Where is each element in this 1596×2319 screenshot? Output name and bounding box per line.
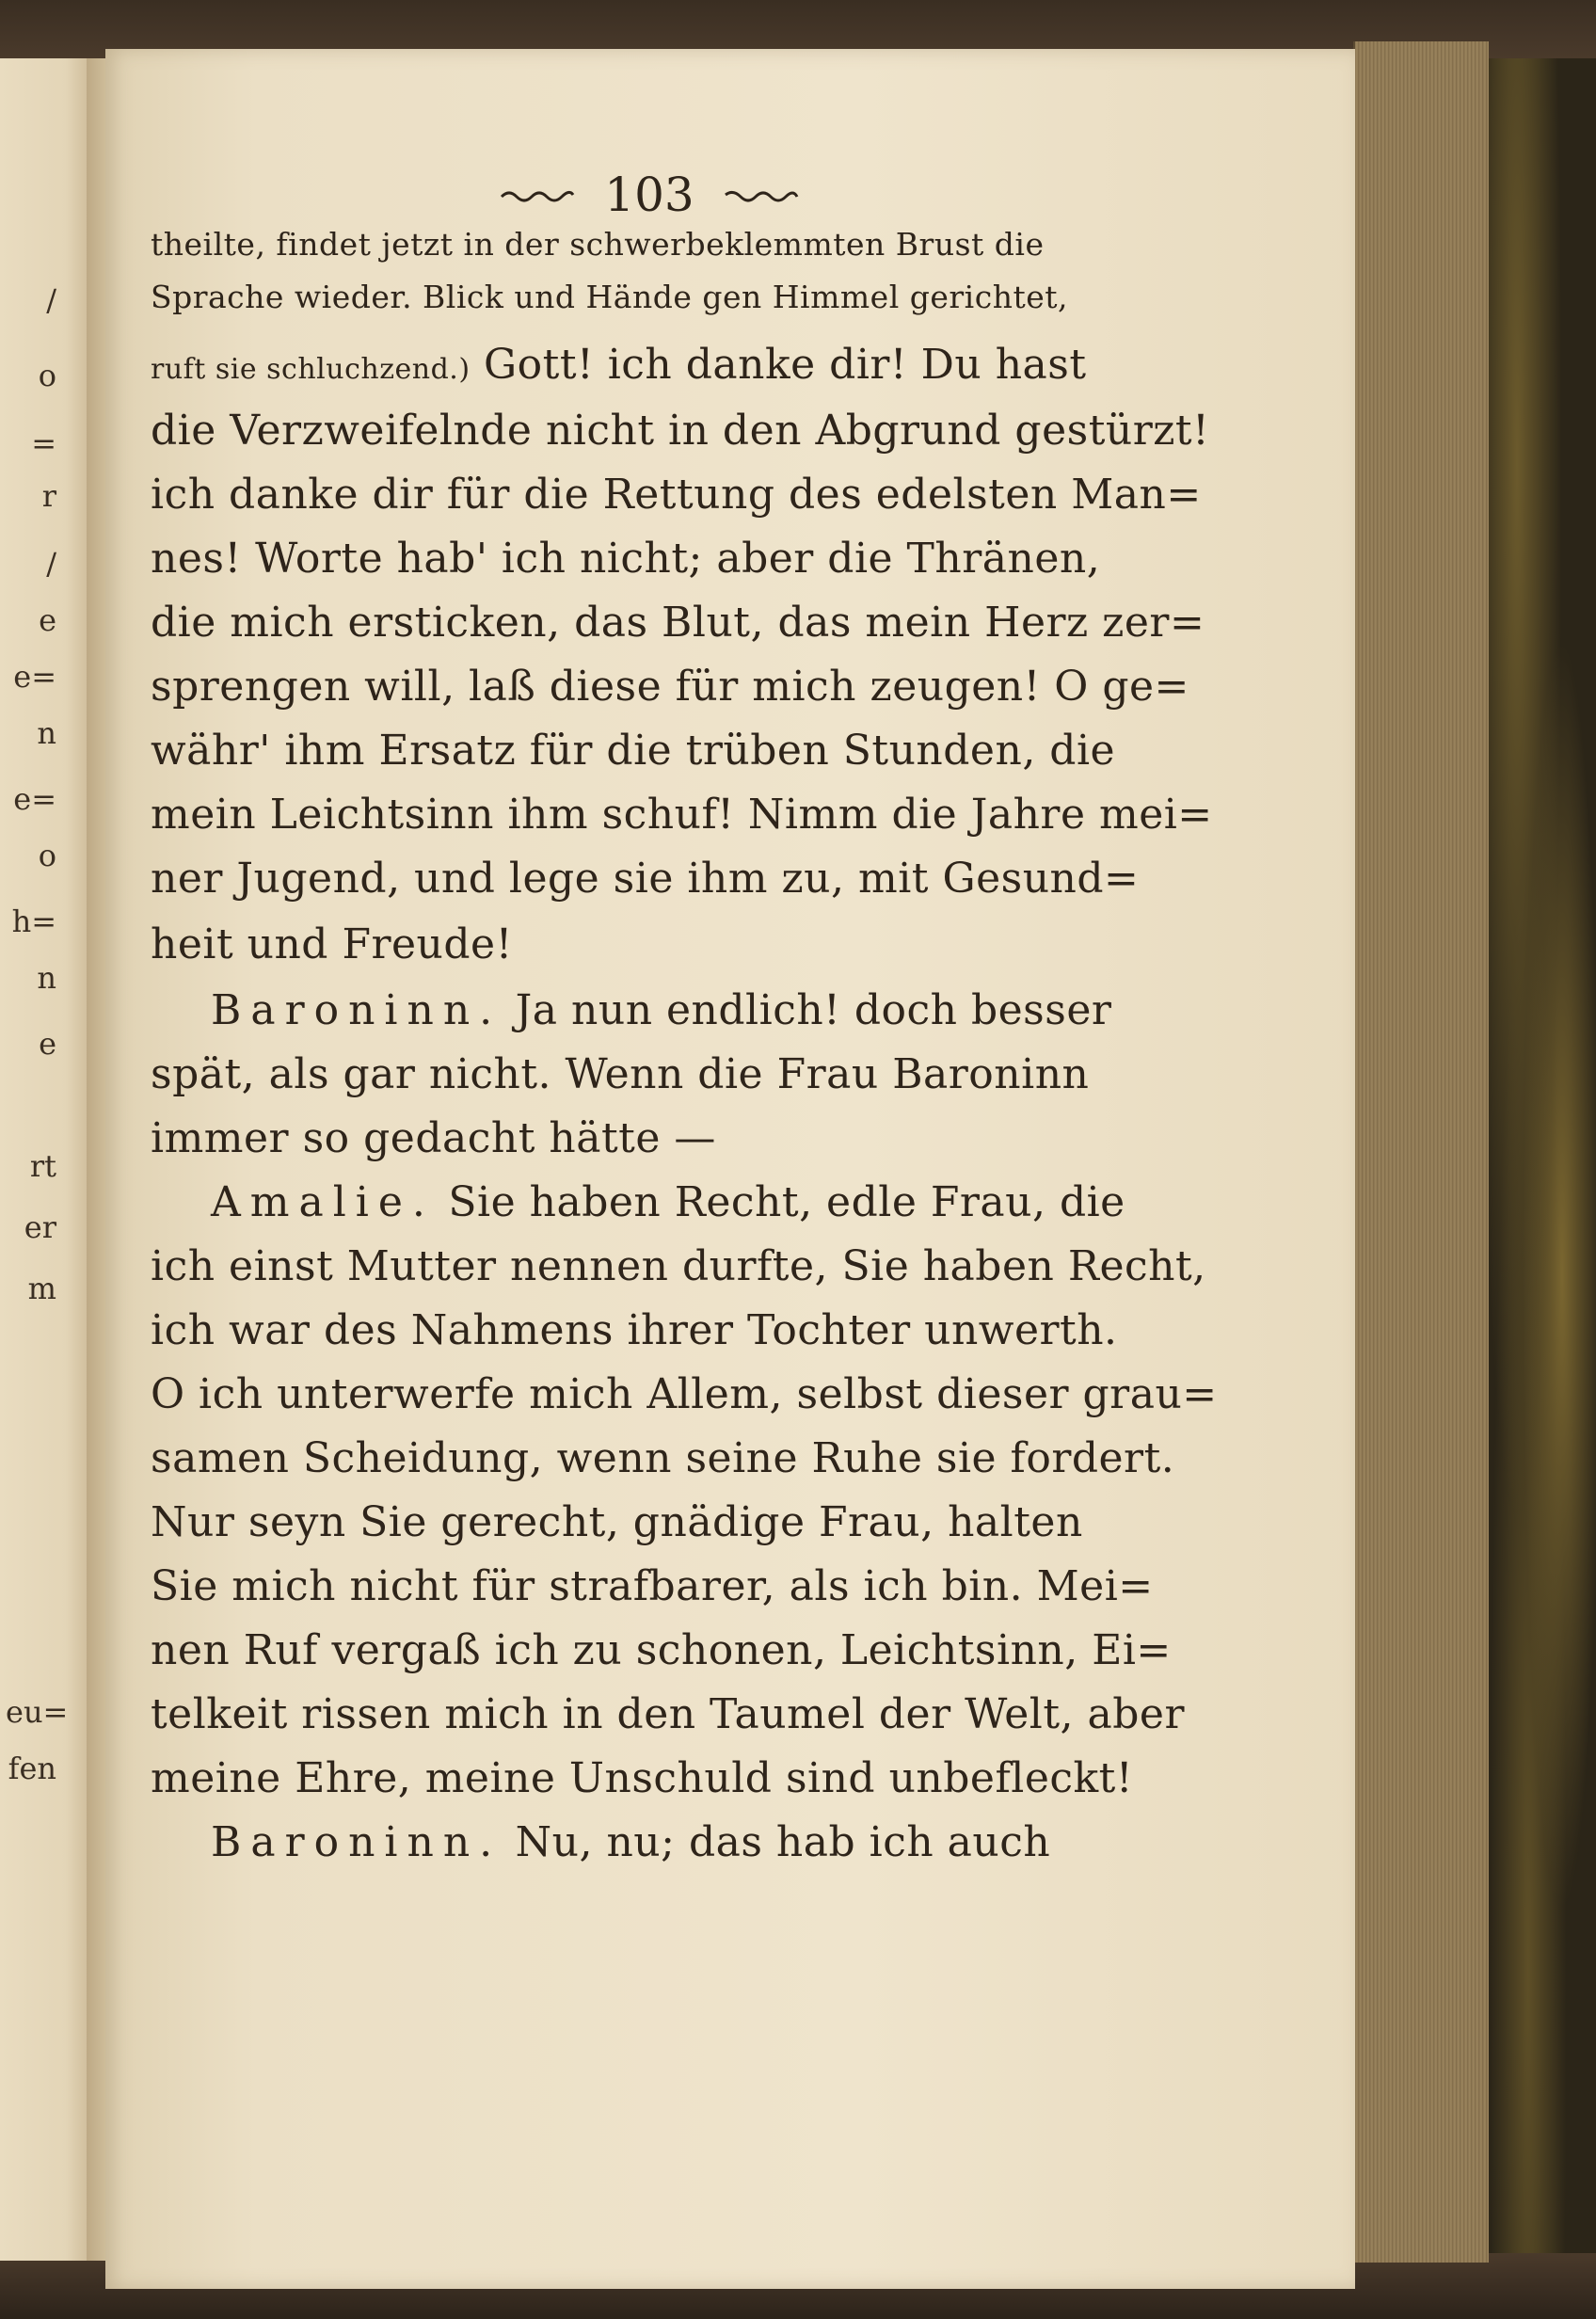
header-ornament-left — [500, 187, 575, 202]
text-line: O ich unterwerfe mich Allem, selbst dieser grau= — [151, 1370, 1218, 1418]
left-margin-fragment: fen — [8, 1751, 56, 1786]
text-line: spät, als gar nicht. Wenn die Frau Baroninn — [151, 1050, 1090, 1098]
text-line: telkeit rissen mich in den Taumel der Welt, aber — [151, 1690, 1185, 1738]
text-line — [151, 986, 1246, 1034]
text-line: die Verzweifelnde nicht in den Abgrund gestürzt! — [151, 407, 1210, 455]
text-line: währ' ihm Ersatz für die trüben Stunden, die — [151, 727, 1116, 775]
left-margin-fragment: n — [37, 715, 56, 751]
left-margin-fragment: / — [46, 282, 56, 318]
left-page-cut-text — [0, 58, 69, 2261]
page-header — [452, 168, 847, 233]
text-line: meine Ehre, meine Unschuld sind unbefleckt! — [151, 1754, 1134, 1802]
left-margin-fragment: m — [27, 1271, 56, 1306]
text-line — [151, 1818, 1246, 1866]
text-line — [151, 341, 1186, 389]
text-line: Sie mich nicht für strafbarer, als ich bin. Mei= — [151, 1562, 1154, 1610]
stage-direction-end: ruft sie schluchzend.) — [151, 353, 471, 386]
speaker-name: Baroninn. — [211, 1818, 503, 1866]
text-line: die mich ersticken, das Blut, das mein Herz zer= — [151, 599, 1205, 647]
speaker-name: Amalie. — [211, 1178, 435, 1226]
text-line: sprengen will, laß diese für mich zeugen! O ge= — [151, 663, 1189, 711]
text-line: Sprache wieder. Blick und Hände gen Himmel gerichtet, — [151, 279, 1068, 315]
dialogue-text: Gott! ich danke dir! Du hast — [470, 341, 1087, 389]
left-margin-fragment: eu= — [6, 1694, 69, 1730]
left-margin-fragment: rt — [29, 1148, 56, 1184]
marbled-cover — [1483, 0, 1596, 2319]
left-margin-fragment: r — [41, 478, 56, 514]
left-margin-fragment: o — [38, 358, 56, 393]
text-line: mein Leichtsinn ihm schuf! Nimm die Jahre mei= — [151, 791, 1213, 839]
text-line: immer so gedacht hätte — — [151, 1114, 716, 1162]
page-number: 103 — [604, 168, 694, 222]
text-line: ich war des Nahmens ihrer Tochter unwerth. — [151, 1306, 1118, 1354]
dialogue-text: Nu, nu; das hab ich auch — [502, 1818, 1051, 1866]
page-fore-edge — [1353, 41, 1489, 2263]
left-margin-fragment: h= — [11, 904, 56, 939]
left-margin-fragment: e — [39, 602, 56, 638]
text-line — [151, 1178, 1246, 1226]
text-line: ich einst Mutter nennen durfte, Sie haben Recht, — [151, 1242, 1206, 1290]
text-line: ich danke dir für die Rettung des edelsten Man= — [151, 471, 1202, 519]
speaker-name: Baroninn. — [211, 986, 503, 1034]
left-margin-fragment: o — [38, 838, 56, 873]
left-margin-fragment: e= — [13, 659, 56, 695]
dialogue-text: Ja nun endlich! doch besser — [502, 986, 1112, 1034]
text-line: nes! Worte hab' ich nicht; aber die Thränen, — [151, 535, 1101, 583]
text-line: heit und Freude! — [151, 920, 513, 968]
text-line: nen Ruf vergaß ich zu schonen, Leichtsinn, Ei= — [151, 1626, 1172, 1674]
left-margin-fragment: / — [46, 546, 56, 582]
left-margin-fragment: n — [37, 960, 56, 996]
left-margin-fragment: e= — [13, 781, 56, 817]
dialogue-text: Sie haben Recht, edle Frau, die — [434, 1178, 1125, 1226]
left-margin-fragment: e — [39, 1026, 56, 1062]
header-ornament-right — [724, 187, 799, 202]
text-line: theilte, findet jetzt in der schwerbeklemmten Brust die — [151, 226, 1045, 263]
text-line: Nur seyn Sie gerecht, gnädige Frau, halten — [151, 1498, 1083, 1546]
text-line: ner Jugend, und lege sie ihm zu, mit Gesund= — [151, 855, 1140, 903]
text-line: samen Scheidung, wenn seine Ruhe sie fordert. — [151, 1434, 1175, 1482]
left-margin-fragment: = — [31, 425, 56, 461]
left-margin-fragment: er — [24, 1209, 56, 1245]
